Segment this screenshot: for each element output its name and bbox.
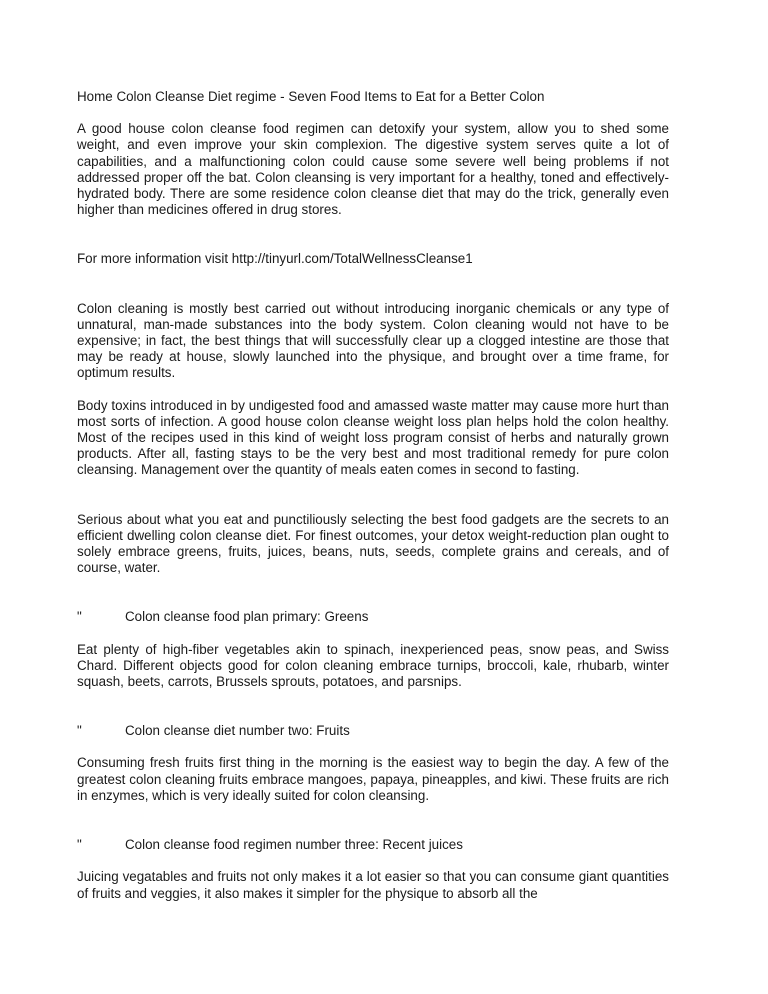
section-heading-greens: [77, 609, 669, 625]
section-heading-text: Colon cleanse diet number two: Fruits: [125, 723, 350, 739]
bullet-mark: ": [77, 837, 82, 853]
section-body-juices: Juicing vegatables and fruits not only makes it a lot easier so that you can consume giant quantities of fruits and veggies, it also makes it simpler for the physique to absorb all the: [77, 869, 669, 901]
document-title: Home Colon Cleanse Diet regime - Seven Food Items to Eat for a Better Colon: [77, 89, 545, 104]
bullet-mark: ": [77, 609, 82, 625]
section-heading-text: Colon cleanse food regimen number three: Recent juices: [125, 837, 463, 853]
intro-paragraph: A good house colon cleanse food regimen can detoxify your system, allow you to shed some weight, and even improve your skin complexion. The digestive system serves quite a lot of capabilities, and a malfunctioning colon could cause some severe well being problems if not addressed proper off the bat. Colon cleansing is very important for a healthy, toned and effectively-hydrated body. There are some residence colon cleanse diet that may do the trick, generally even higher than medicines offered in drug stores.: [77, 121, 669, 218]
body-toxins-paragraph: Body toxins introduced in by undigested food and amassed waste matter may cause more hurt than most sorts of infection. A good house colon cleanse weight loss plan helps hold the colon healthy. Most of the recipes used in this kind of weight loss program consist of herbs and naturally grown products. After all, fasting stays to be the very best and most traditional remedy for pure colon cleansing. Management over the quantity of meals eaten comes in second to fasting.: [77, 397, 669, 478]
bullet-mark: ": [77, 723, 82, 739]
colon-cleaning-paragraph: Colon cleaning is mostly best carried out without introducing inorganic chemicals or any type of unnatural, man-made substances into the body system. Colon cleaning would not have to be expensive; in fact, the best things that will successfully clear up a clogged intestine are those that may be ready at house, slowly launched into the physique, and brought over a time frame, for optimum results.: [77, 300, 669, 381]
section-body-fruits: Consuming fresh fruits first thing in the morning is the easiest way to begin the day. A few of the greatest colon cleaning fruits embrace mangoes, papaya, pineapples, and kiwi. These fruits are rich in enzymes, which is very ideally suited for colon cleansing.: [77, 755, 669, 803]
section-heading-fruits: [77, 723, 669, 739]
document-page: [77, 89, 669, 902]
info-link-line: For more information visit http://tinyurl.com/TotalWellnessCleanse1: [77, 251, 473, 267]
section-heading-juices: [77, 837, 669, 853]
section-heading-text: Colon cleanse food plan primary: Greens: [125, 609, 369, 625]
section-body-greens: Eat plenty of high-fiber vegetables akin to spinach, inexperienced peas, snow peas, and Swiss Chard. Different objects good for colon cleaning embrace turnips, broccoli, kale, rhubarb, winter squash, beets, carrots, Brussels sprouts, potatoes, and parsnips.: [77, 641, 669, 690]
serious-about-paragraph: Serious about what you eat and punctiliously selecting the best food gadgets are the secrets to an efficient dwelling colon cleanse diet. For finest outcomes, your detox weight-reduction plan ought to solely embrace greens, fruits, juices, beans, nuts, seeds, complete grains and cereals, and of course, water.: [77, 511, 669, 576]
